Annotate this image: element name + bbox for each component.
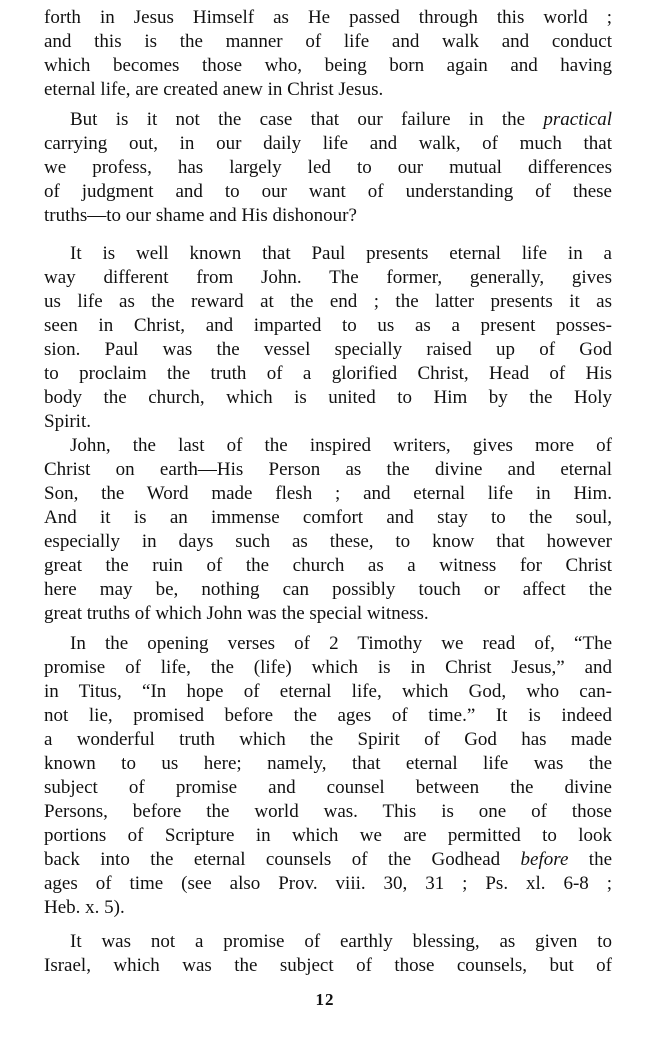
paragraph	[44, 632, 612, 920]
text-line: way different from John. The former, generally, gives	[44, 267, 612, 288]
text-line: portions of Scripture in which we are permitted to look	[44, 825, 612, 846]
text-line: us life as the reward at the end ; the latter presents it as	[44, 291, 612, 312]
text-line: especially in days such as these, to know that however	[44, 531, 612, 552]
paragraph	[44, 930, 612, 978]
text-line: Israel, which was the subject of those counsels, but of	[44, 955, 612, 976]
paragraph	[44, 108, 612, 228]
text-line: Heb. x. 5).	[44, 897, 125, 918]
text-line: and this is the manner of life and walk and conduct	[44, 31, 612, 52]
text-line: great truths of which John was the special witness.	[44, 603, 429, 624]
text-line: seen in Christ, and imparted to us as a present posses-	[44, 315, 612, 336]
text-line: And it is an immense comfort and stay to the soul,	[44, 507, 612, 528]
text-line: which becomes those who, being born again and having	[44, 55, 612, 76]
text-line: ages of time (see also Prov. viii. 30, 31 ; Ps. xl. 6-8 ;	[44, 873, 612, 894]
text-line: carrying out, in our daily life and walk, of much that	[44, 133, 612, 154]
text-line: forth in Jesus Himself as He passed through this world ;	[44, 7, 612, 28]
text-line: of judgment and to our want of understanding of these	[44, 181, 612, 202]
text-line: It was not a promise of earthly blessing, as given to	[70, 931, 612, 952]
book-page-text	[44, 6, 612, 978]
text-line: Son, the Word made flesh ; and eternal life in Him.	[44, 483, 612, 504]
page-number: 12	[315, 990, 335, 1009]
paragraph	[44, 6, 612, 102]
text-line: In the opening verses of 2 Timothy we read of, “The	[70, 633, 612, 654]
text-line: in Titus, “In hope of eternal life, which God, who can-	[44, 681, 612, 702]
text-line: promise of life, the (life) which is in Christ Jesus,” and	[44, 657, 612, 678]
text-line: sion. Paul was the vessel specially raised up of God	[44, 339, 612, 360]
text-line: not lie, promised before the ages of time.” It is indeed	[44, 705, 612, 726]
text-line: great the ruin of the church as a witness for Christ	[44, 555, 612, 576]
text-line: we profess, has largely led to our mutual differences	[44, 157, 612, 178]
text-line: here may be, nothing can possibly touch or affect the	[44, 579, 612, 600]
text-line: back into the eternal counsels of the Godhead before the	[44, 849, 612, 870]
text-line: body the church, which is united to Him by the Holy	[44, 387, 612, 408]
text-line: It is well known that Paul presents eternal life in a	[70, 243, 612, 264]
emphasis: before	[520, 849, 569, 870]
text-line: eternal life, are created anew in Christ Jesus.	[44, 79, 384, 100]
text-line: subject of promise and counsel between the divine	[44, 777, 612, 798]
text-line: Spirit.	[44, 411, 91, 432]
text-line: a wonderful truth which the Spirit of God has made	[44, 729, 612, 750]
text-line: truths—to our shame and His dishonour?	[44, 205, 357, 226]
text-line: to proclaim the truth of a glorified Christ, Head of His	[44, 363, 612, 384]
text-line: Christ on earth—His Person as the divine and eternal	[44, 459, 612, 480]
emphasis: practical	[543, 109, 612, 130]
text-line: John, the last of the inspired writers, gives more of	[70, 435, 612, 456]
text-line: Persons, before the world was. This is one of those	[44, 801, 612, 822]
text-line: known to us here; namely, that eternal life was the	[44, 753, 612, 774]
text-line: But is it not the case that our failure in the practical	[70, 109, 612, 130]
paragraph	[44, 434, 612, 626]
paragraph	[44, 242, 612, 434]
